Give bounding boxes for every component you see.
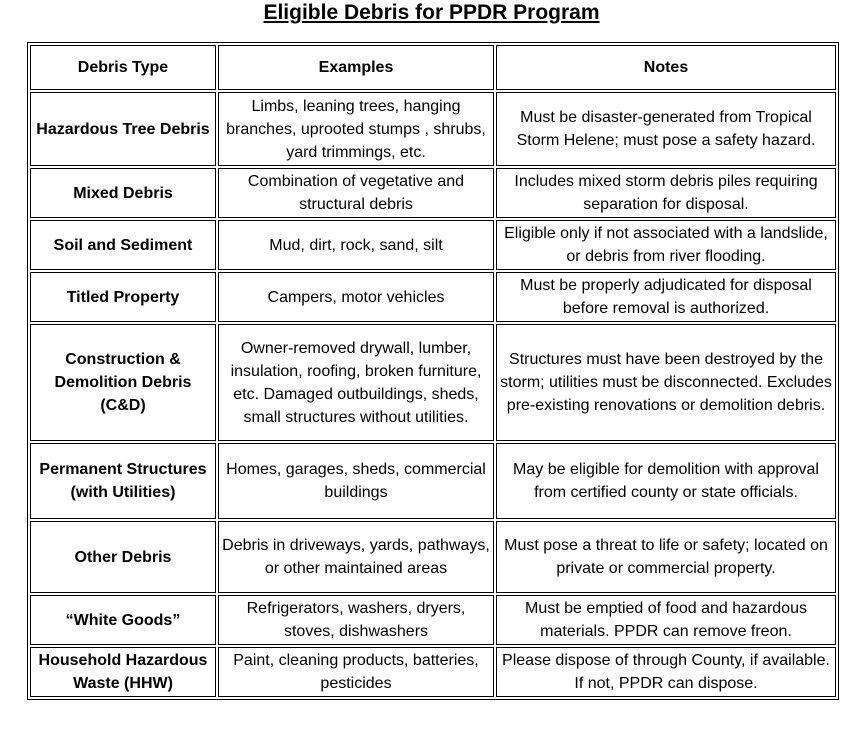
table-row bbox=[30, 521, 836, 593]
cell-debris-type: Soil and Sediment bbox=[30, 220, 216, 270]
table-row bbox=[30, 92, 836, 166]
cell-notes: Must pose a threat to life or safety; located on private or commercial property. bbox=[496, 521, 836, 593]
cell-examples: Campers, motor vehicles bbox=[218, 272, 494, 322]
table-row bbox=[30, 443, 836, 519]
cell-notes: May be eligible for demolition with approval from certified county or state officials. bbox=[496, 443, 836, 519]
page-title bbox=[0, 0, 863, 26]
cell-examples: Combination of vegetative and structural debris bbox=[218, 168, 494, 218]
debris-table-wrapper bbox=[27, 42, 839, 700]
table-row bbox=[30, 595, 836, 645]
cell-debris-type: Other Debris bbox=[30, 521, 216, 593]
title-text: Eligible Debris for PPDR Program bbox=[263, 1, 600, 24]
cell-debris-type: Titled Property bbox=[30, 272, 216, 322]
cell-notes: Eligible only if not associated with a landslide, or debris from river flooding. bbox=[496, 220, 836, 270]
header-debris-type: Debris Type bbox=[30, 45, 216, 90]
table-row bbox=[30, 168, 836, 218]
cell-debris-type: Construction & Demolition Debris (C&D) bbox=[30, 324, 216, 441]
cell-examples: Owner-removed drywall, lumber, insulation, roofing, broken furniture, etc. Damaged outbuildings, sheds, small structures without utilities. bbox=[218, 324, 494, 441]
header-notes: Notes bbox=[496, 45, 836, 90]
header-examples: Examples bbox=[218, 45, 494, 90]
cell-debris-type: Permanent Structures (with Utilities) bbox=[30, 443, 216, 519]
cell-examples: Refrigerators, washers, dryers, stoves, dishwashers bbox=[218, 595, 494, 645]
cell-notes: Must be properly adjudicated for disposal before removal is authorized. bbox=[496, 272, 836, 322]
table-row bbox=[30, 220, 836, 270]
cell-debris-type: Hazardous Tree Debris bbox=[30, 92, 216, 166]
cell-debris-type: Mixed Debris bbox=[30, 168, 216, 218]
table-row bbox=[30, 324, 836, 441]
table-header-row bbox=[30, 45, 836, 90]
cell-examples: Homes, garages, sheds, commercial buildings bbox=[218, 443, 494, 519]
cell-examples: Paint, cleaning products, batteries, pesticides bbox=[218, 647, 494, 697]
cell-debris-type: Household Hazardous Waste (HHW) bbox=[30, 647, 216, 697]
cell-examples: Mud, dirt, rock, sand, silt bbox=[218, 220, 494, 270]
cell-notes: Must be emptied of food and hazardous materials. PPDR can remove freon. bbox=[496, 595, 836, 645]
cell-notes: Must be disaster-generated from Tropical Storm Helene; must pose a safety hazard. bbox=[496, 92, 836, 166]
cell-notes: Please dispose of through County, if available. If not, PPDR can dispose. bbox=[496, 647, 836, 697]
table-row bbox=[30, 647, 836, 697]
cell-examples: Debris in driveways, yards, pathways, or other maintained areas bbox=[218, 521, 494, 593]
cell-examples: Limbs, leaning trees, hanging branches, uprooted stumps , shrubs, yard trimmings, etc. bbox=[218, 92, 494, 166]
cell-debris-type: “White Goods” bbox=[30, 595, 216, 645]
cell-notes: Structures must have been destroyed by the storm; utilities must be disconnected. Excludes pre-existing renovations or demolition debris. bbox=[496, 324, 836, 441]
debris-table bbox=[27, 42, 839, 700]
table-row bbox=[30, 272, 836, 322]
cell-notes: Includes mixed storm debris piles requiring separation for disposal. bbox=[496, 168, 836, 218]
